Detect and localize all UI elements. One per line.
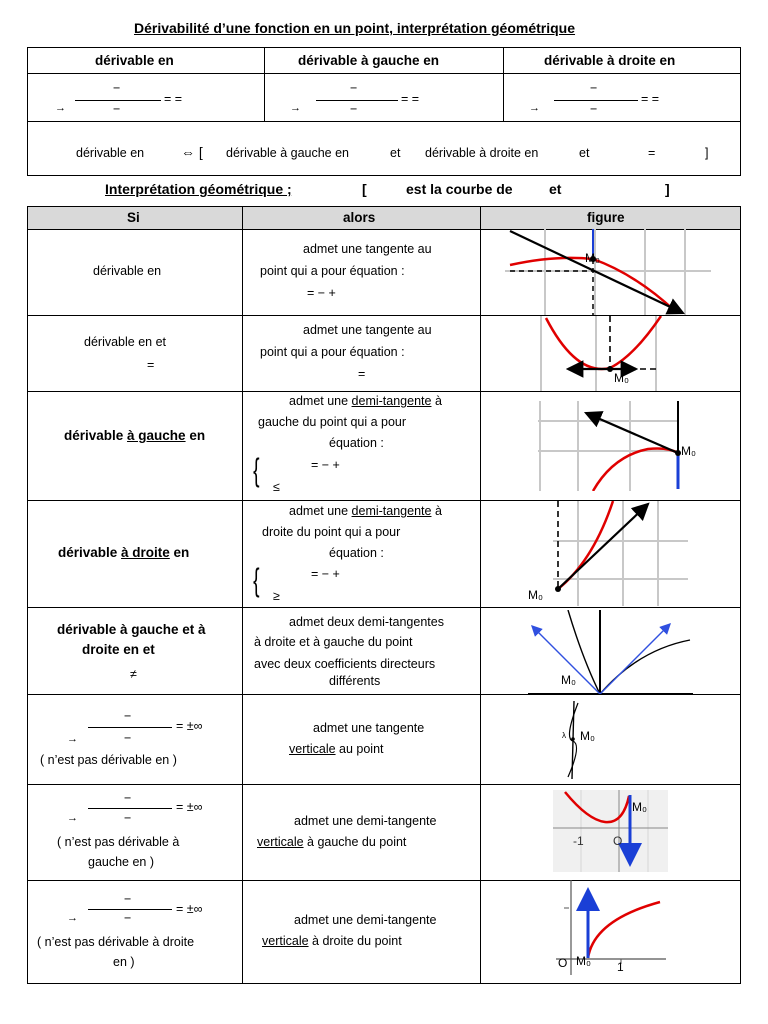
row8-note-2: en )	[113, 955, 135, 969]
fraction-bar	[88, 727, 172, 728]
row4-brace: {	[253, 562, 260, 598]
row4-si: dérivable à droite en	[58, 545, 190, 560]
limit-arrow: →	[55, 102, 66, 114]
figure-two-half-tangents	[528, 610, 693, 694]
row5-si-3: ≠	[130, 667, 137, 681]
top-row-line-1	[27, 73, 741, 74]
equiv-equals: =	[648, 146, 656, 160]
limit-arrow: →	[67, 733, 78, 745]
fraction-denominator: −	[124, 911, 132, 925]
m0-label: M₀	[614, 371, 629, 385]
fraction-numerator: −	[124, 791, 132, 805]
header-derivable-gauche: dérivable à gauche en	[298, 53, 440, 68]
fraction-denominator: −	[350, 102, 358, 116]
row5-alors-1: admet deux demi-tangentes	[289, 615, 444, 629]
row1-alors-2: point qui a pour équation :	[260, 264, 405, 278]
figure-tangent	[505, 229, 711, 315]
row3-alors-3: équation :	[329, 436, 384, 450]
top-divider-1	[264, 47, 265, 121]
interpretation-close: ]	[665, 181, 670, 197]
main-col-line-1	[242, 206, 243, 984]
tick-o: O	[613, 834, 623, 848]
top-divider-2	[503, 47, 504, 121]
row5-si-1: dérivable à gauche et à	[57, 622, 206, 637]
figure-vertical-left	[553, 790, 668, 872]
equiv-et2: et	[579, 146, 590, 160]
figure-vertical-right	[556, 880, 666, 975]
m0-label: M₀	[576, 954, 591, 968]
header-si: Si	[127, 210, 140, 225]
figure-horizontal-tangent	[506, 316, 690, 391]
row6-alors-1: admet une tangente	[313, 721, 425, 735]
fraction-equals: = =	[164, 92, 183, 106]
row2-si-2: =	[147, 358, 155, 372]
fraction-bar	[75, 100, 161, 101]
row-line	[27, 607, 741, 608]
tick-minus1: -1	[573, 834, 584, 848]
fraction-numerator: −	[590, 81, 598, 95]
limit-arrow: →	[290, 102, 301, 114]
m0-label: M₀	[632, 800, 647, 814]
fraction-denominator: −	[124, 811, 132, 825]
row-line	[27, 391, 741, 392]
header-alors: alors	[343, 210, 376, 225]
row4-alors-5: ≥	[273, 589, 280, 603]
fraction-denominator: −	[113, 102, 121, 116]
top-row-line-2	[27, 121, 741, 122]
fraction-equals: = =	[641, 92, 660, 106]
row7-alors-2: verticale à gauche du point	[257, 835, 407, 849]
row2-alors-2: point qui a pour équation :	[260, 345, 405, 359]
row6-alors-2: verticale au point	[289, 742, 384, 756]
equiv-gauche: dérivable à gauche en	[226, 146, 350, 160]
limit-arrow: →	[67, 912, 78, 924]
m0-label: M₀	[528, 588, 543, 602]
row3-alors-4: = − +	[311, 458, 340, 472]
tick-o-small: O	[558, 956, 568, 970]
row3-alors-1: admet une demi-tangente à	[289, 394, 442, 408]
equiv-et1: et	[390, 146, 401, 160]
equiv-left: dérivable en	[76, 146, 145, 160]
equiv-droite: dérivable à droite en	[425, 146, 539, 160]
main-col-line-2	[480, 206, 481, 984]
row8-note-1: ( n’est pas dérivable à droite	[37, 935, 195, 949]
row8-alors-2: verticale à droite du point	[262, 934, 402, 948]
row8-alors-1: admet une demi-tangente	[294, 913, 437, 927]
fraction-bar	[554, 100, 638, 101]
limit-arrow: →	[529, 102, 540, 114]
row5-alors-4: différents	[329, 674, 381, 688]
page-title: Dérivabilité d’une fonction en un point, interprétation géométrique	[134, 20, 576, 36]
fraction-bar	[88, 909, 172, 910]
row8-eq: = ±∞	[176, 902, 203, 916]
row5-si-2: droite en et	[82, 642, 155, 657]
header-derivable-droite: dérivable à droite en	[544, 53, 676, 68]
fraction-equals: = =	[401, 92, 420, 106]
row3-alors-2: gauche du point qui a pour	[258, 415, 407, 429]
figure-left-half-tangent	[538, 401, 708, 491]
row3-si: dérivable à gauche en	[64, 428, 206, 443]
m0-label: M₀	[681, 444, 696, 458]
equiv-close: ]	[705, 146, 709, 160]
row5-alors-2: à droite et à gauche du point	[254, 635, 413, 649]
row7-alors-1: admet une demi-tangente	[294, 814, 437, 828]
row3-alors-5: ≤	[273, 480, 280, 494]
equiv-symbol: ⇔ [	[181, 144, 203, 160]
row3-brace: {	[253, 452, 260, 488]
figure-vertical-tangent	[558, 701, 618, 779]
interpretation-text: est la courbe de	[406, 181, 513, 197]
lambda-label: λ	[562, 731, 566, 740]
interpretation-label: Interprétation géométrique ;	[105, 181, 292, 197]
row1-alors-1: admet une tangente au	[303, 242, 432, 256]
fraction-bar	[316, 100, 398, 101]
fraction-numerator: −	[113, 81, 121, 95]
row1-si: dérivable en	[93, 264, 162, 278]
row7-note-2: gauche en )	[88, 855, 155, 869]
row2-alors-1: admet une tangente au	[303, 323, 432, 337]
interpretation-open: [	[362, 181, 367, 197]
row4-alors-4: = − +	[311, 567, 340, 581]
row1-alors-3: = − +	[307, 286, 336, 300]
row6-note: ( n’est pas dérivable en )	[40, 753, 177, 767]
fraction-bar	[88, 808, 172, 809]
fraction-numerator: −	[350, 81, 358, 95]
m0-label: M₀	[580, 729, 595, 743]
m0-label: M₀	[585, 251, 600, 265]
row2-si-1: dérivable en et	[84, 335, 167, 349]
row4-alors-3: équation :	[329, 546, 384, 560]
row5-alors-3: avec deux coefficients directeurs	[254, 657, 436, 671]
fraction-denominator: −	[590, 102, 598, 116]
row-line	[27, 784, 741, 785]
row6-eq: = ±∞	[176, 719, 203, 733]
row7-eq: = ±∞	[176, 800, 203, 814]
header-figure: figure	[587, 210, 625, 225]
row4-alors-2: droite du point qui a pour	[262, 525, 401, 539]
m0-label: M₀	[561, 673, 576, 687]
fraction-numerator: −	[124, 892, 132, 906]
header-derivable: dérivable en	[95, 53, 174, 68]
row2-alors-3: =	[358, 367, 366, 381]
fraction-numerator: −	[124, 709, 132, 723]
tick-one: 1	[617, 960, 624, 974]
row7-note-1: ( n’est pas dérivable à	[57, 835, 180, 849]
interpretation-et: et	[549, 181, 562, 197]
row4-alors-1: admet une demi-tangente à	[289, 504, 442, 518]
limit-arrow: →	[67, 812, 78, 824]
fraction-denominator: −	[124, 731, 132, 745]
figure-right-half-tangent	[528, 501, 688, 606]
row-line	[27, 694, 741, 695]
